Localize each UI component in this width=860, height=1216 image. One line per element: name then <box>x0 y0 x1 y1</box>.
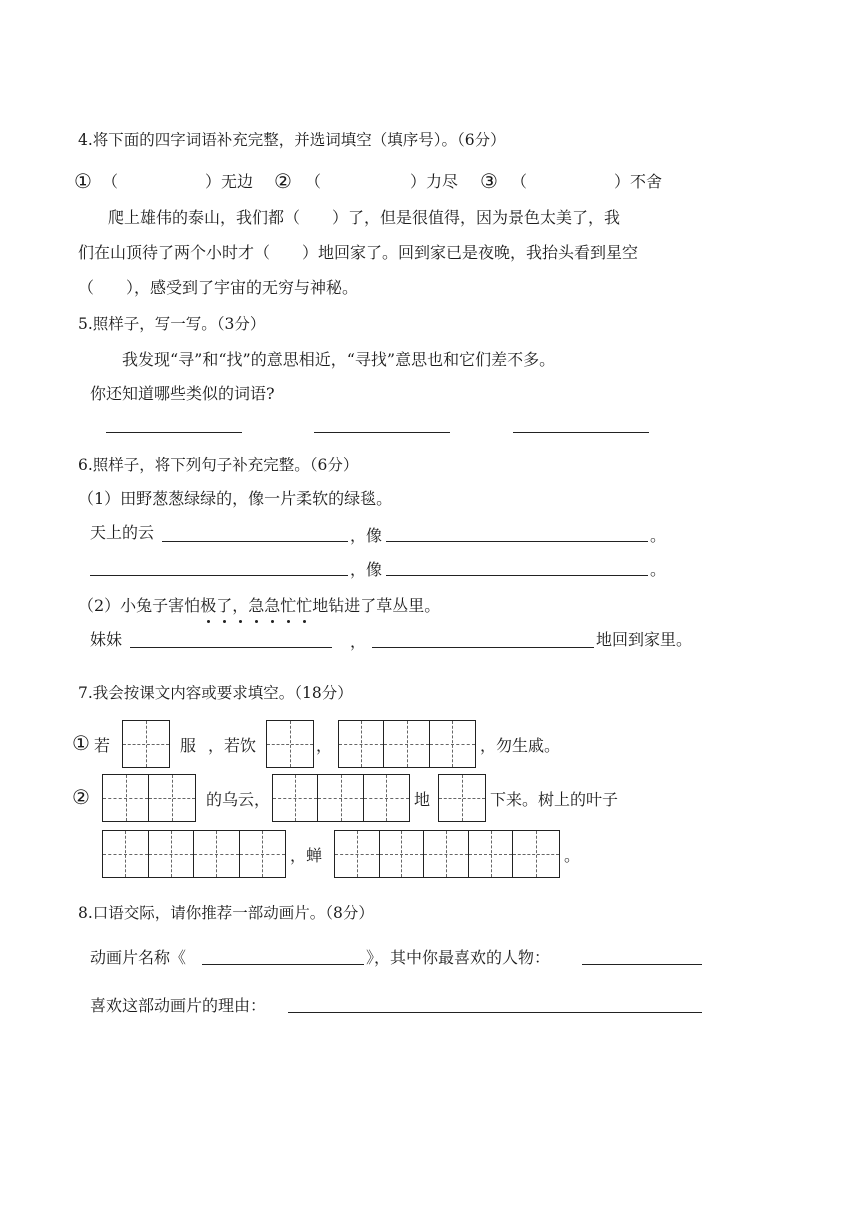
q6-example1: （1）田野葱葱绿绿的，像一片柔软的绿毯。 <box>78 489 393 508</box>
q7-row3-comma: ， <box>290 846 307 865</box>
q6-line3-blank-a[interactable] <box>130 647 332 648</box>
q7-row1-text-b: 服 <box>180 736 197 755</box>
q7-row2-number: ② <box>72 785 90 809</box>
q7-row3-end: 。 <box>564 846 581 865</box>
q6-line2-blank-b[interactable] <box>386 575 648 576</box>
q4-option3-number: ③ <box>480 169 498 193</box>
q6-line1-period: 。 <box>650 526 667 545</box>
q4-option3-close: ）不舍 <box>614 172 663 191</box>
q8-name-label: 动画片名称《 <box>90 948 187 967</box>
q8-name-close: 》，其中你最喜欢的人物： <box>366 948 551 967</box>
q7-row1-grid-1[interactable] <box>122 720 170 768</box>
q7-row1-comma1: ， <box>208 736 225 755</box>
q6-line1-comma-like: ，像 <box>350 526 383 545</box>
q6-line2-blank-a[interactable] <box>90 575 348 576</box>
q5-heading: 5.照样子，写一写。（3分） <box>78 315 266 333</box>
q6-line3-comma: ， <box>350 632 367 651</box>
q7-row2-grid-2[interactable] <box>272 774 410 822</box>
q7-row1-comma2: ， <box>316 736 333 755</box>
q8-name-blank[interactable] <box>202 964 364 965</box>
q7-row1-grid-3[interactable] <box>338 720 476 768</box>
q6-line3-end: 地回到家里。 <box>596 630 693 649</box>
q6-line1-start: 天上的云 <box>90 523 155 542</box>
q7-row1-text-a: 若 <box>94 736 111 755</box>
q4-option3-open: （ <box>511 172 528 191</box>
q8-reason-label: 喜欢这部动画片的理由： <box>90 996 267 1015</box>
q7-row1-end: ，勿生戚。 <box>480 736 561 755</box>
q5-prompt: 你还知道哪些类似的词语? <box>90 384 275 403</box>
q4-option2-open: （ <box>305 172 322 191</box>
q4-option1-open: （ <box>102 172 119 191</box>
q4-paragraph-line1: 爬上雄伟的泰山，我们都（ ）了，但是很值得，因为景色太美了，我 <box>108 208 621 227</box>
q8-character-blank[interactable] <box>582 964 702 965</box>
q7-row2-text-a: 的乌云， <box>206 790 271 809</box>
q7-row2-text-b: 地 <box>414 790 431 809</box>
q6-line1-blank-b[interactable] <box>386 541 648 542</box>
q7-heading: 7.我会按课文内容或要求填空。（18分） <box>78 684 353 702</box>
q6-line2-comma-like: ，像 <box>350 560 383 579</box>
q5-answer-line-2[interactable] <box>314 432 450 433</box>
q4-option2-number: ② <box>274 169 292 193</box>
q4-option2-close: ）力尽 <box>410 172 459 191</box>
q7-row1-grid-2[interactable] <box>266 720 314 768</box>
q4-paragraph-line2: 们在山顶待了两个小时才（ ）地回家了。回到家已是夜晚，我抬头看到星空 <box>78 243 639 262</box>
q7-row2-grid-3[interactable] <box>438 774 486 822</box>
q6-heading: 6.照样子，将下列句子补充完整。（6分） <box>78 456 359 474</box>
q4-heading: 4.将下面的四字词语补充完整，并选词填空（填序号）。（6分） <box>78 131 506 149</box>
q7-row3-text-a: 蝉 <box>306 846 323 865</box>
q7-row3-grid-2[interactable] <box>334 830 560 878</box>
q7-row1-text-c: 若饮 <box>224 736 257 755</box>
q6-example2: （2）小兔子害怕极了，急急忙忙地钻进了草丛里。 <box>78 596 441 615</box>
q4-option1-close: ）无边 <box>205 172 254 191</box>
q5-answer-line-3[interactable] <box>513 432 649 433</box>
q7-row2-grid-1[interactable] <box>102 774 196 822</box>
q6-line2-period: 。 <box>650 560 667 579</box>
q6-line3-blank-b[interactable] <box>372 647 594 648</box>
q5-answer-line-1[interactable] <box>106 432 242 433</box>
q8-heading: 8.口语交际，请你推荐一部动画片。（8分） <box>78 904 374 922</box>
q5-example: 我发现“寻”和“找”的意思相近，“寻找”意思也和它们差不多。 <box>122 350 556 369</box>
q6-line1-blank-a[interactable] <box>162 541 348 542</box>
q4-paragraph-line3: （ ），感受到了宇宙的无穷与神秘。 <box>78 278 359 297</box>
q8-reason-blank[interactable] <box>288 1012 702 1013</box>
q7-row1-number: ① <box>72 731 90 755</box>
q7-row3-grid-1[interactable] <box>102 830 286 878</box>
q7-row2-text-c: 下来。树上的叶子 <box>490 790 619 809</box>
q6-line3-start: 妹妹 <box>90 630 123 649</box>
q4-option1-number: ① <box>74 169 92 193</box>
